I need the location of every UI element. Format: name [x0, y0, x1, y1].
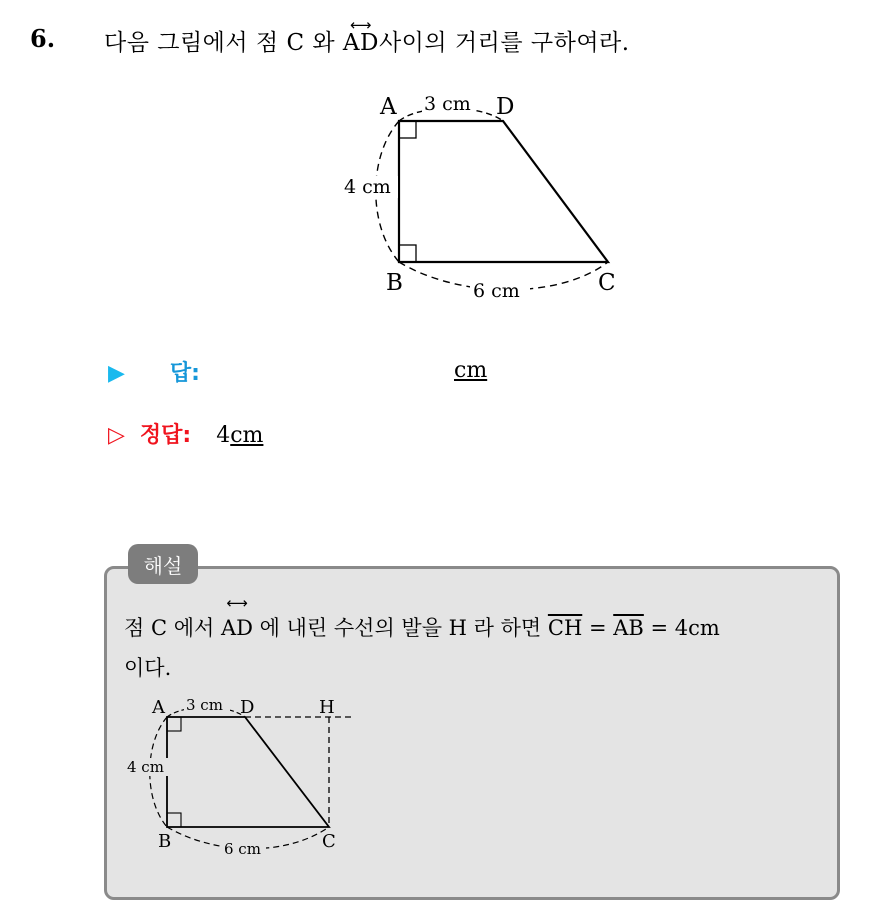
correct-marker-icon: ▷ — [108, 423, 125, 448]
solution-line-ad-notation — [220, 594, 253, 648]
point-label-c: C — [598, 270, 616, 296]
equals-2: = 4cm — [643, 616, 720, 640]
solution-figure — [122, 694, 372, 864]
right-angle-mark-b — [399, 245, 416, 262]
solution-text-a: 점 C 에서 — [124, 616, 215, 640]
point-label-b: B — [386, 270, 403, 296]
correct-answer-unit: cm — [230, 423, 264, 448]
point-label-d: D — [496, 94, 515, 120]
solution-line-2: 이다. — [124, 656, 172, 680]
trapezoid-outline — [399, 121, 608, 262]
answer-unit: cm — [454, 358, 488, 383]
double-arrow-icon: ⟷ — [349, 16, 372, 34]
answer-marker-icon: ▶ — [108, 361, 125, 386]
length-label-bc: 6 cm — [473, 280, 520, 302]
line-ad-notation — [342, 16, 379, 56]
length-label-ad: 3 cm — [424, 93, 471, 115]
point-label-c: C — [322, 831, 336, 852]
solution-line-name: AD — [220, 616, 253, 640]
segment-ab: $\overline{AB}$ — [613, 616, 644, 640]
solution-text — [124, 594, 834, 688]
answer-row — [108, 356, 488, 387]
trapezoid-figure — [330, 86, 630, 306]
length-label-ab: 4 cm — [127, 758, 164, 776]
correct-answer-label: 정답: — [139, 423, 192, 448]
problem-text-before: 다음 그림에서 점 C 와 — [104, 30, 336, 56]
right-angle-mark-a — [167, 717, 181, 731]
point-label-d: D — [240, 697, 255, 718]
point-label-h: H — [319, 697, 335, 718]
length-label-ad: 3 cm — [186, 696, 223, 714]
length-label-bc: 6 cm — [224, 840, 261, 858]
length-label-ab: 4 cm — [344, 176, 391, 198]
double-arrow-icon: ⟷ — [226, 594, 248, 612]
point-label-b: B — [158, 831, 172, 852]
answer-label: 답: — [169, 361, 200, 386]
line-name: AD — [342, 30, 379, 56]
right-angle-mark-a — [399, 121, 416, 138]
point-label-a: A — [152, 697, 165, 718]
correct-answer-row — [108, 418, 263, 449]
segment-ch: $\overline{CH}$ — [547, 616, 583, 640]
right-angle-mark-b — [167, 813, 181, 827]
problem-text-after: 사이의 거리를 구하여라. — [378, 30, 630, 56]
problem-statement — [104, 16, 630, 57]
problem-number: 6. — [30, 24, 56, 53]
point-label-a: A — [380, 94, 397, 120]
solution-text-b: 에 내린 수선의 발을 H 라 하면 — [259, 616, 542, 640]
solution-line-1 — [124, 594, 834, 648]
solution-trapezoid-outline — [167, 717, 329, 827]
correct-answer-value: 4 — [216, 423, 231, 448]
equals-1: = — [582, 616, 614, 640]
solution-badge: 해설 — [128, 544, 198, 584]
